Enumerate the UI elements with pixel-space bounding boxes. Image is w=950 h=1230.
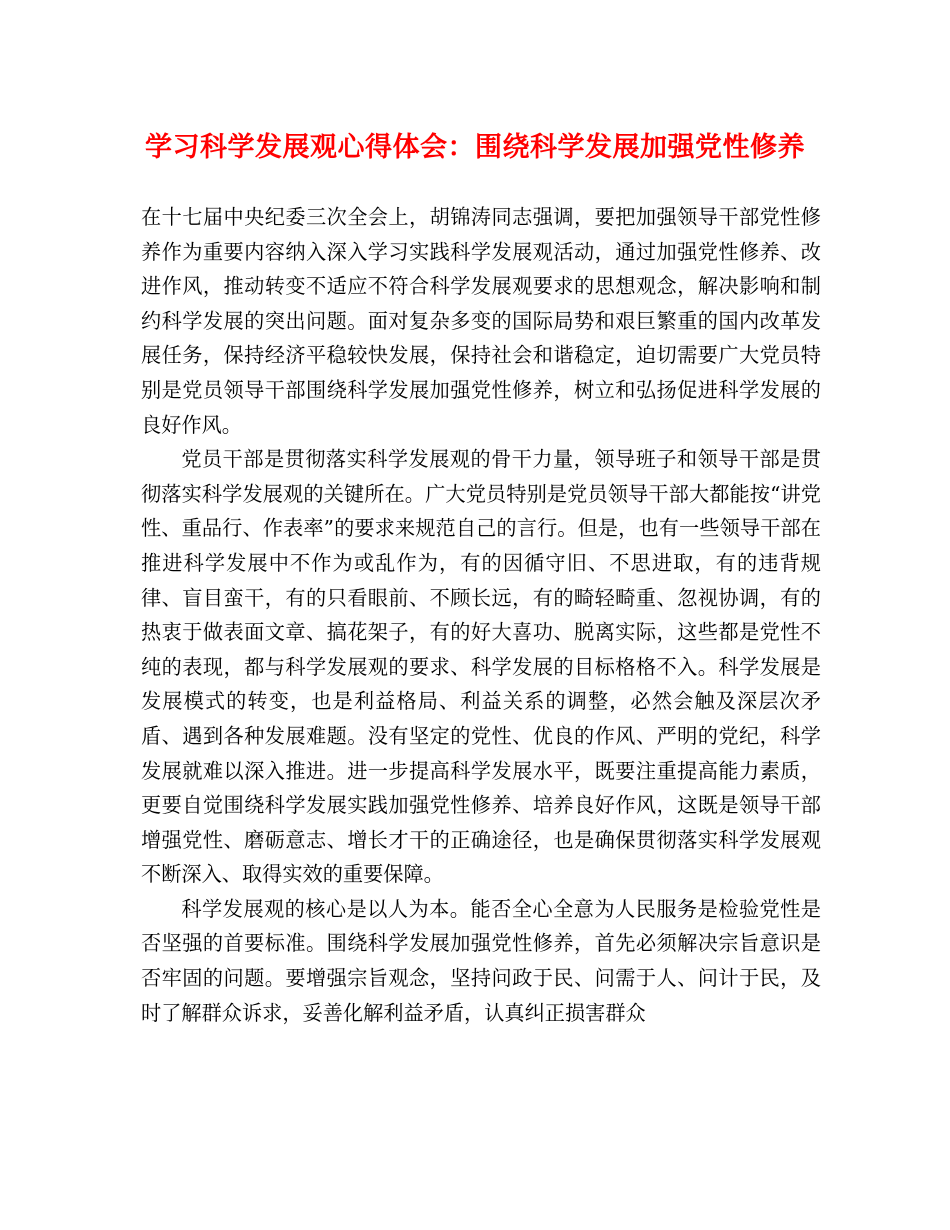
document-title: 学习科学发展观心得体会：围绕科学发展加强党性修养: [145, 132, 805, 163]
document-body: [141, 200, 821, 1030]
paragraph-3: 科学发展观的核心是以人为本。能否全心全意为人民服务是检验党性是否坚强的首要标准。围绕科学发展加强党性修养，首先必须解决宗旨意识是否牢固的问题。要增强宗旨观念，坚持问政于民、问需于人、问计于民，及时了解群众诉求，妥善化解利益矛盾，认真纠正损害群众: [141, 896, 821, 1025]
paragraph-2: 党员干部是贯彻落实科学发展观的骨干力量，领导班子和领导干部是贯彻落实科学发展观的关键所在。广大党员特别是党员领导干部大都能按“讲党性、重品行、作表率”的要求来规范自己的言行。但是，也有一些领导干部在推进科学发展中不作为或乱作为，有的因循守旧、不思进取，有的违背规律、盲目蛮干，有的只看眼前、不顾长远，有的畸轻畸重、忽视协调，有的热衷于做表面文章、搞花架子，有的好大喜功、脱离实际，这些都是党性不纯的表现，都与科学发展观的要求、科学发展的目标格格不入。科学发展是发展模式的转变，也是利益格局、利益关系的调整，必然会触及深层次矛盾、遇到各种发展难题。没有坚定的党性、优良的作风、严明的党纪，科学发展就难以深入推进。进一步提高科学发展水平，既要注重提高能力素质，更要自觉围绕科学发展实践加强党性修养、培养良好作风，这既是领导干部增强党性、磨砺意志、增长才干的正确途径，也是确保贯彻落实科学发展观不断深入、取得实效的重要保障。: [141, 447, 821, 887]
paragraph-1: 在十七届中央纪委三次全会上，胡锦涛同志强调，要把加强领导干部党性修养作为重要内容纳入深入学习实践科学发展观活动，通过加强党性修养、改进作风，推动转变不适应不符合科学发展观要求的思想观念，解决影响和制约科学发展的突出问题。面对复杂多变的国际局势和艰巨繁重的国内改革发展任务，保持经济平稳较快发展，保持社会和谐稳定，迫切需要广大党员特别是党员领导干部围绕科学发展加强党性修养，树立和弘扬促进科学发展的良好作风。: [141, 205, 821, 437]
